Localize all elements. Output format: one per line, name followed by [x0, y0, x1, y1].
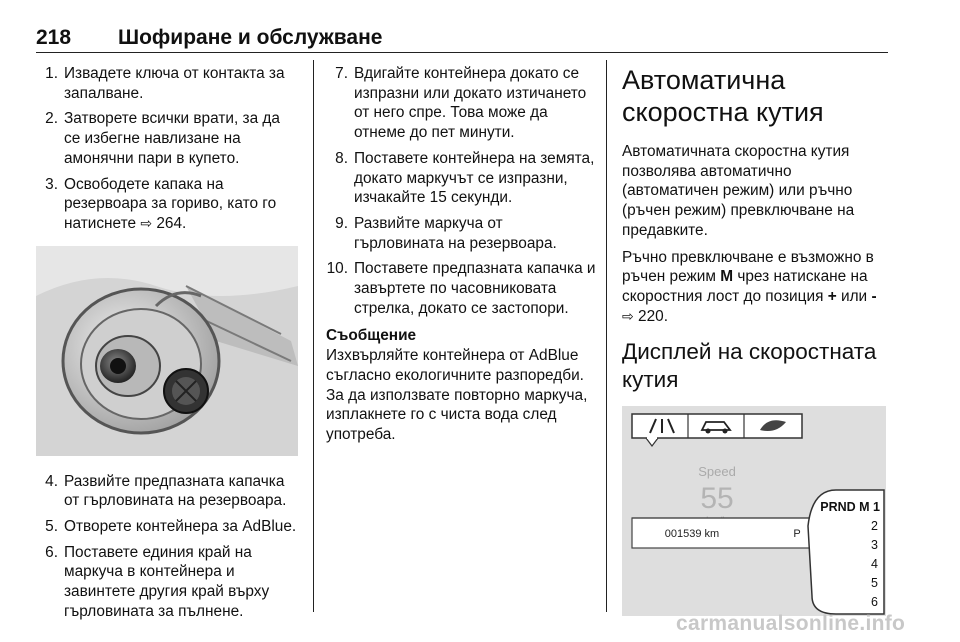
watermark: carmanualsonline.info [676, 612, 906, 635]
left-column [36, 64, 298, 628]
speed-label: Speed [698, 464, 736, 480]
intro-paragraph: Автоматичната скоростна кутия позволява автоматично (автоматичен режим) или ръчно (ръчен режим) превключване на предавките. [622, 143, 855, 239]
step-item: 7. Вдигайте контейнера докато се изпразни или докато изтичането от него спре. Това може да отнеме до пет минути. [335, 65, 587, 142]
fuel-filler-illustration [36, 246, 298, 456]
column-divider-2 [606, 60, 607, 612]
gear-6: 6 [871, 595, 878, 610]
cluster-display [622, 406, 886, 616]
step-item: 8. Поставете контейнера на земята, докато маркучът се изпразни, изчакайте 15 секунди. [335, 149, 595, 207]
steps-list-bottom [36, 472, 298, 622]
right-column [622, 64, 888, 616]
fuel-filler-photo [36, 246, 298, 456]
step-item: 3. Освободете капака на резервоара за гориво, като го натиснете ⇨ 264. [45, 175, 277, 232]
note-heading: Съобщение [326, 327, 417, 345]
manual-mode-paragraph: Ръчно превключване е възможно в ръчен режим M чрез натискане на скоростния лост до позиция + или - ⇨ 220. [622, 248, 877, 325]
gear-2: 2 [871, 519, 878, 534]
steps-list-top [36, 64, 298, 234]
page-ref-icon: ⇨ [140, 214, 153, 231]
step-item: 2. Затворете всички врати, за да се избегне навлизане на амонячни пари в купето. [45, 110, 280, 167]
column-divider-1 [313, 60, 314, 612]
step-item: 9. Развийте маркуча от гърловината на резервоара. [335, 214, 557, 252]
page-ref[interactable]: 264. [156, 214, 187, 232]
gear-4: 4 [871, 557, 878, 572]
steps-list-middle [326, 64, 596, 318]
section-subheading: Дисплей на скоростната кутия [622, 339, 877, 393]
page-header [36, 26, 888, 50]
odometer-readout: 001539 km [664, 528, 720, 541]
step-item: 10. Поставете предпазната капачка и завъртете по часовниковата стрелка, докато се застопори. [326, 260, 596, 317]
gear-3: 3 [871, 538, 878, 553]
gear-indicator: P [793, 528, 801, 541]
step-item: 4. Развийте предпазната капачка от гърловината на резервоара. [45, 472, 287, 510]
page-ref[interactable]: 220. [638, 307, 668, 325]
page-ref-icon: ⇨ [622, 307, 634, 324]
header-rule [36, 52, 888, 53]
gearbox-display-illustration [622, 406, 886, 616]
gear-range: PRND M 1 [820, 500, 880, 515]
section-heading: Автоматична скоростна кутия [622, 65, 824, 127]
step-item: 6. Поставете единия край на маркуча в контейнера и завинтете другия край върху гърловината за пълнене. [45, 543, 270, 620]
note-text: Изхвърляйте контейнера от AdBlue съгласно екологичните разпоредби. За да използвате повторно маркуча, изплакнете го с чиста вода след употреба. [326, 347, 588, 443]
middle-column [326, 64, 596, 445]
gear-5: 5 [871, 576, 878, 591]
speed-value: 55 [700, 482, 734, 516]
step-item: 5. Отворете контейнера за AdBlue. [45, 518, 297, 536]
step-item: 1. Извадете ключа от контакта за запалване. [45, 65, 285, 102]
chapter-title: Шофиране и обслужване [118, 26, 383, 49]
page-number: 218 [36, 26, 72, 49]
